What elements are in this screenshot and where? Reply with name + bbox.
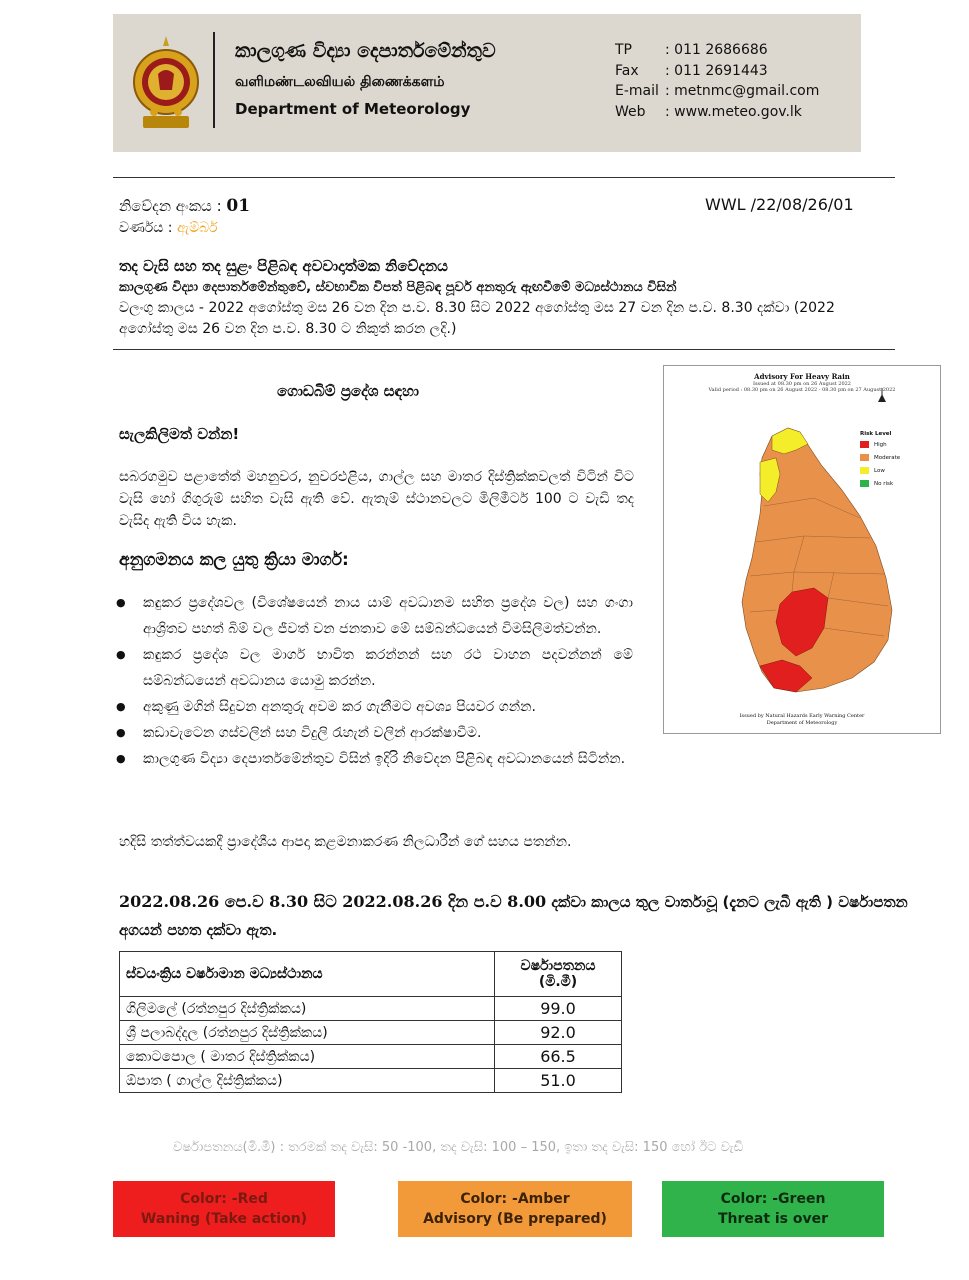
list-item: ● කාලගුණ විද්‍යා දෙපාර්තමේන්තුව විසින් ඉදිරි නිවේදන පිළිබඳ අවධානයෙන් සිටින්න. <box>119 746 793 772</box>
contact-web: Web : www.meteo.gov.lk <box>615 103 802 120</box>
notice-title-block <box>119 256 889 340</box>
contact-block <box>615 40 819 122</box>
map-title: Advisory For Heavy Rain <box>754 372 850 381</box>
red-warning-box: Color: -Red Waning (Take action) <box>113 1181 335 1237</box>
table-header-rainfall: වර්ෂාපතනය (මි.මී) <box>495 952 622 997</box>
map-valid: Valid period : 08.30 pm on 26 August 2022 - 08.30 pm on 27 August 2022 <box>708 387 896 393</box>
rainfall-scale-note: වර්ෂාපතනය(මි.මී) : තරමක් තද වැසි: 50 -100, තද වැසි: 100 – 150, ඉතා තද වැසි: 150 හෝ ඊට වැඩි <box>173 1140 744 1155</box>
sri-lanka-emblem-icon <box>131 32 201 132</box>
green-clear-box: Color: -Green Threat is over <box>662 1181 884 1237</box>
caution-text: සැලකිලිමත් වන්න! <box>119 425 240 443</box>
contact-tp: TP : 011 2686686 <box>615 42 768 58</box>
sri-lanka-map <box>664 366 940 733</box>
reference-code: WWL /22/08/26/01 <box>705 195 854 214</box>
map-footer-issuer: Issued by Natural Hazards Early Warning Center <box>739 713 865 719</box>
validity-period: වලංගු කාලය - 2022 අගෝස්තු මස 26 වන දින ප.ව. 8.30 සිට 2022 අගෝස්තු මස 27 වන දින ප.ව. 8.30 දක්වා (2022 අගෝස්තු මස 26 වන දින ප.ව. 8.30 ට නිකුත් කරන ලදි.) <box>119 300 835 337</box>
table-row: ගිලිමලේ (රත්නපුර දිස්ත්‍රික්කය) 99.0 <box>120 997 622 1021</box>
amber-advisory-box: Color: -Amber Advisory (Be prepared) <box>398 1181 632 1237</box>
letterhead <box>113 14 861 152</box>
table-row: කොටපොල ( මාතර දිස්ත්‍රික්කය) 66.5 <box>120 1045 622 1069</box>
org-name-english: Department of Meteorology <box>235 100 471 118</box>
emergency-note: හදිසි තත්ත්වයකදී ප්‍රාදේශීය ආපදා කළමනාකරණ නිලධාරීන් ගේ සහය පතන්න. <box>119 834 572 850</box>
rainfall-table <box>119 951 622 1093</box>
org-name-sinhala: කාලගුණ විද්‍යා දෙපාර්තමේන්තුව <box>235 40 496 62</box>
rainfall-heading: 2022.08.26 පෙ.ව 8.30 සිට 2022.08.26 දින ප.ව 8.00 දක්වා කාලය තුල වාර්තාවූ (දැනට ලැබී ඇති ) වර්ෂාපතන අගයන් පහත දක්වා ඇත. <box>119 892 908 939</box>
list-item: ● අකුණු මගින් සිදුවන අනතුරු අවම කර ගැනීමට අවශ්‍ය පියවර ගන්න. <box>119 694 633 720</box>
list-item: ● කඩාවැටෙන ගස්වලින් සහ විදුලි රැහැන් වලින් ආරක්ෂාවීම. <box>119 720 793 746</box>
title-line-2: කාලගුණ විද්‍යා දෙපාර්තමේන්තුවේ, ස්වභාවික විපත් පිළිබඳ පූර්ව අනතුරු ඇඟවීමේ මධ්‍යස්ථානය විසින් <box>119 280 677 295</box>
map-legend: Risk Level High Moderate Low No risk <box>860 431 901 487</box>
list-item: ● කඳුකර ප්‍රදේශවල (විශේෂයෙන් නාය යාම් අවධානම සහිත ප්‍රදේශ වල) සහ ගංගා ආශ්‍රිතව පහත් බිම් වල ජීවත් වන ජනතාව මේ සම්බන්ධයෙන් විමසිලිමත්වන්න. <box>119 590 633 642</box>
actions-heading: අනුගමනය කල යුතු ක්‍රියා මාර්ග: <box>119 550 349 570</box>
category-value: ඇම්බර් <box>176 220 218 236</box>
contact-email: E-mail : metnmc@gmail.com <box>615 83 820 99</box>
table-row: ඕපාත ( ගාල්ල දිස්ත්‍රික්කය) 51.0 <box>120 1069 622 1093</box>
notice-number: නිවේදන අංකය : 01 <box>119 196 251 216</box>
section-heading: ගොඩබිම් ප්‍රදේශ සඳහා <box>277 382 419 400</box>
top-rule <box>113 177 895 178</box>
map-issued: Issued at 08.30 pm on 26 August 2022 <box>752 381 851 387</box>
actions-list <box>119 590 659 772</box>
title-line-1: තද වැසි සහ තද සුළං පිළිබඳ අවවාදාත්මක නිවේදනය <box>119 257 448 275</box>
table-row: ශ්‍රී පලාබද්දල (රත්නපුර දිස්ත්‍රික්කය) 92.0 <box>120 1021 622 1045</box>
notice-category: වර්ණය : ඇම්බර් <box>119 220 218 236</box>
forecast-paragraph: සබරගමුව පළාතේත් මහනුවර, නුවරඑළිය, ගාල්ල සහ මාතර දිස්ත්‍රික්කවලත් විටින් විට වැසි හෝ ගිගුරුම් සහිත වැසි ඇති වේ. ඇතැම් ස්ථානවලට මිලිමීටර් 100 ට වැඩි තද වැසිද ඇති විය හැක. <box>119 469 634 529</box>
header-divider <box>213 32 215 128</box>
org-name-tamil: வளிமண்டலவியல் திணைக்களம் <box>235 74 445 90</box>
advisory-map <box>663 365 941 734</box>
list-item: ● කඳුකර ප්‍රදේශ වල මාර්ග භාවිත කරන්නන් සහ රථ වාහන පදවන්නන් මේ සම්බන්ධයෙන් අවධානය යොමු කරන්න. <box>119 642 633 694</box>
table-header-station: ස්වයංක්‍රිය වර්ෂාමාන මධ්‍යස්ථානය <box>120 952 495 997</box>
title-rule <box>113 349 895 350</box>
map-footer-dept: Department of Meteorology <box>766 720 838 726</box>
north-arrow-icon <box>878 388 886 402</box>
contact-fax: Fax : 011 2691443 <box>615 62 768 79</box>
